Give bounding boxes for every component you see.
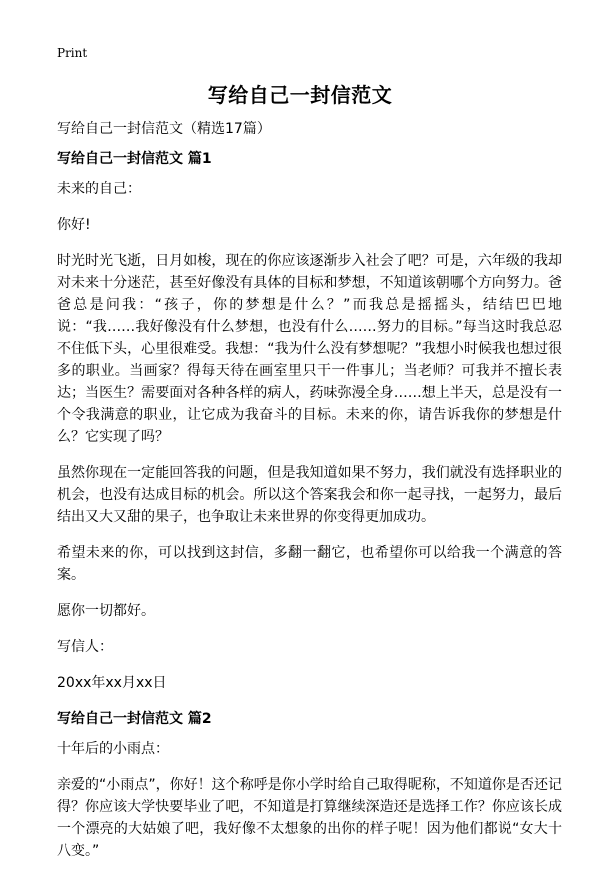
salutation: 十年后的小雨点： xyxy=(57,741,169,757)
date-line: 20xx年xx月xx日 xyxy=(57,675,167,691)
document-subtitle: 写给自己一封信范文（精选17篇） xyxy=(57,121,271,137)
body-paragraph: 虽然你现在一定能回答我的问题，但是我知道如果不努力，我们就没有选择职业的机会，也没有达成目标的机会。所以这个答案我会和你一起寻找，一起努力，最后结出又大又甜的果子，也争取让未来世界的你变得更加成功。 xyxy=(57,465,562,525)
print-link[interactable]: Print xyxy=(57,46,88,60)
section-heading-1: 写给自己一封信范文 篇1 xyxy=(57,151,212,167)
greeting: 你好! xyxy=(57,217,91,233)
document-body xyxy=(57,118,562,876)
body-paragraph: 时光时光飞逝，日月如梭，现在的你应该逐渐步入社会了吧？可是，六年级的我却对未来十分迷茫，甚至好像没有具体的目标和梦想，不知道该朝哪个方向努力。爸爸总是问我：“孩子，你的梦想是什么？”而我总是摇摇头，结结巴巴地说：“我……我好像没有什么梦想，也没有什么……努力的目标。”每当这时我总忍不住低下头，心里很难受。我想：“我为什么没有梦想呢？”我想小时候我也想过很多的职业。当画家？得每天待在画室里只干一件事儿；当老师？可我并不擅长表达；当医生？需要面对各种各样的病人，药味弥漫全身……想上半天，总是没有一个令我满意的职业，让它成为我奋斗的目标。未来的你，请告诉我你的梦想是什么？它实现了吗？ xyxy=(57,253,562,445)
document-title: 写给自己一封信范文 xyxy=(207,83,393,107)
salutation: 未来的自己： xyxy=(57,181,141,197)
body-paragraph: 希望未来的你，可以找到这封信，多翻一翻它，也希望你可以给我一个满意的答案。 xyxy=(57,545,562,583)
section-heading-2: 写给自己一封信范文 篇2 xyxy=(57,711,212,727)
body-paragraph: 亲爱的“小雨点”，你好！这个称呼是你小学时给自己取得昵称，不知道你是否还记得？你应该大学快要毕业了吧，不知道是打算继续深造还是选择工作？你应该长成一个漂亮的大姑娘了吧，我好像不太想象的出你的样子呢！因为他们都说“女大十八变。” xyxy=(57,777,562,859)
signature-label: 写信人： xyxy=(57,639,113,655)
closing: 愿你一切都好。 xyxy=(57,603,155,619)
